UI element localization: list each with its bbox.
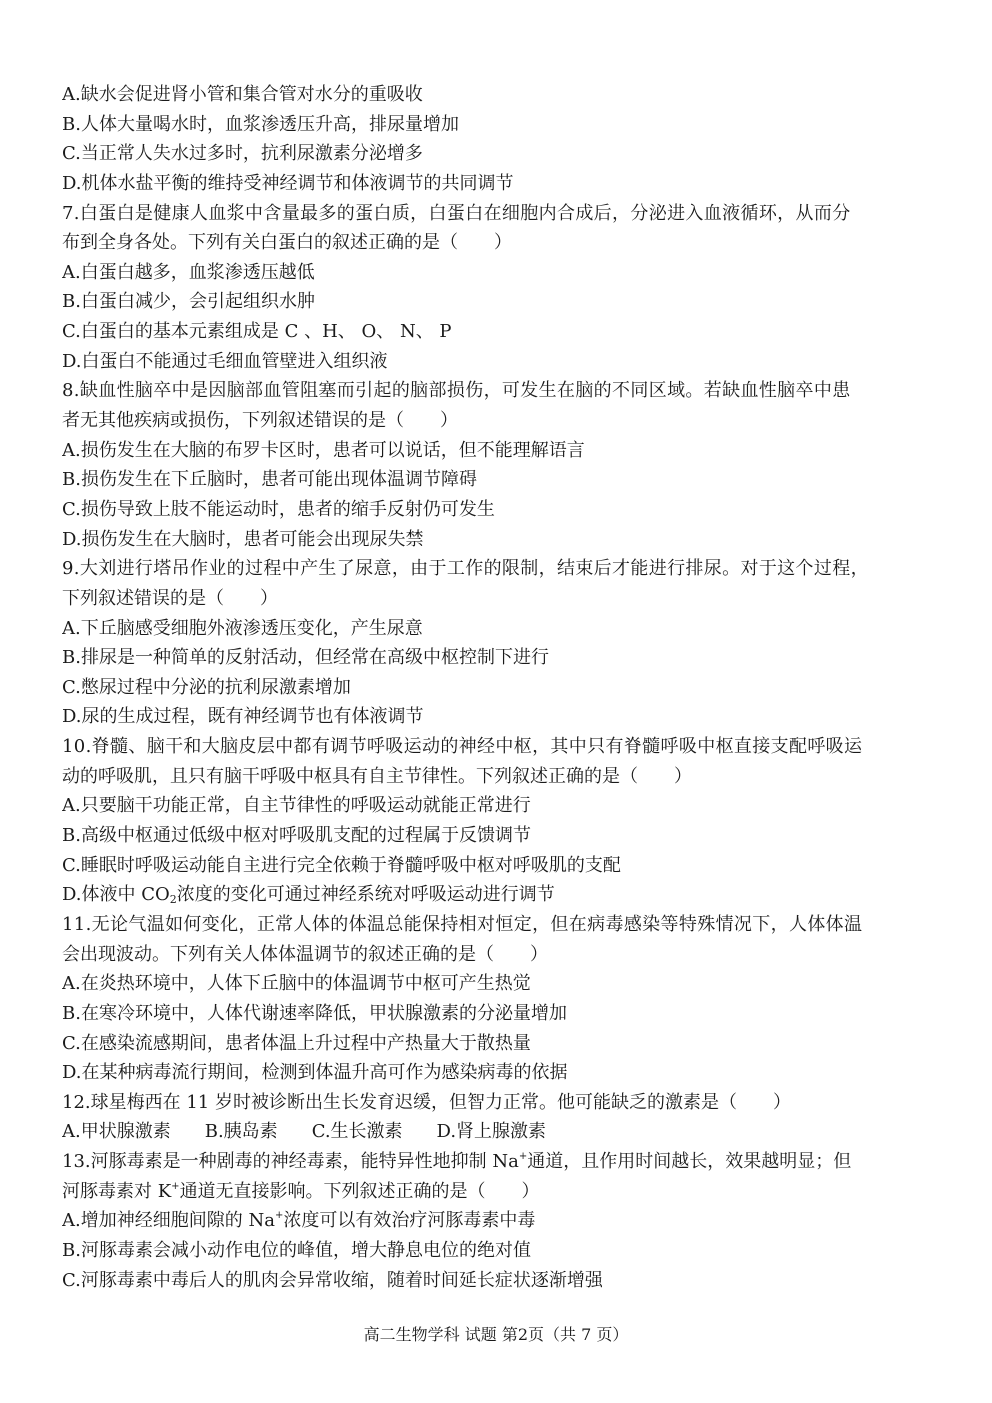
option-d: D.尿的生成过程，既有神经调节也有体液调节 — [62, 706, 424, 728]
option-a — [62, 1206, 932, 1236]
question-13-stem — [62, 1177, 932, 1207]
text-segment: A.增加神经细胞间隙的 Na — [62, 1210, 275, 1232]
superscript: + — [274, 1210, 284, 1222]
option-d-suffix: 浓度的变化可通过神经系统对呼吸运动进行调节 — [176, 884, 555, 906]
text-line: D.机体水盐平衡的维持受神经调节和体液调节的共同调节 — [62, 172, 514, 194]
question-10-stem: 动的呼吸肌，且只有脑干呼吸中枢具有自主节律性。下列叙述正确的是（ ） — [62, 765, 692, 787]
text-line: A.缺水会促进肾小管和集合管对水分的重吸收 — [62, 84, 423, 105]
subscript: 2 — [169, 893, 177, 907]
option-c: C.白蛋白的基本元素组成是 C 、H、 O、 N、 P — [62, 321, 452, 343]
question-13-stem — [62, 1147, 932, 1177]
question-7-stem: 7.白蛋白是健康人血浆中含量最多的蛋白质，白蛋白在细胞内合成后，分泌进入血液循环，从而分 — [62, 202, 851, 224]
superscript: + — [518, 1151, 528, 1163]
question-10-stem: 10.脊髓、脑干和大脑皮层中都有调节呼吸运动的神经中枢，其中只有脊髓呼吸中枢直接支配呼吸运 — [62, 736, 863, 758]
page-footer: 高二生物学科 试题 第2页（共 7 页） — [363, 1325, 629, 1344]
text-line: B.人体大量喝水时，血浆渗透压升高，排尿量增加 — [62, 113, 459, 135]
option-a: A.损伤发生在大脑的布罗卡区时，患者可以说话，但不能理解语言 — [62, 439, 585, 461]
option-d — [62, 880, 932, 910]
question-9-stem: 9.大刘进行塔吊作业的过程中产生了尿意，由于工作的限制，结束后才能进行排尿。对于这个过程， — [62, 558, 869, 580]
page-content — [62, 80, 932, 1295]
text-line: C.当正常人失水过多时，抗利尿激素分泌增多 — [62, 143, 423, 165]
text-segment: 通道无直接影响。下列叙述正确的是（ ） — [179, 1180, 540, 1202]
option-a: A.在炎热环境中，人体下丘脑中的体温调节中枢可产生热觉 — [62, 973, 531, 995]
question-8-stem: 者无其他疾病或损伤，下列叙述错误的是（ ） — [62, 410, 458, 432]
option-b: B.白蛋白减少，会引起组织水肿 — [62, 291, 315, 313]
option-d-prefix: D.体液中 CO — [62, 884, 170, 906]
question-8-stem: 8.缺血性脑卒中是因脑部血管阻塞而引起的脑部损伤，可发生在脑的不同区域。若缺血性脑卒中患 — [62, 380, 851, 402]
option-d: D.肾上腺激素 — [436, 1121, 547, 1143]
option-d: D.损伤发生在大脑时，患者可能会出现尿失禁 — [62, 528, 424, 550]
question-12-options — [62, 1117, 932, 1147]
option-d: D.白蛋白不能通过毛细血管壁进入组织液 — [62, 350, 388, 372]
text-segment: 浓度可以有效治疗河豚毒素中毒 — [283, 1210, 536, 1232]
question-9-stem: 下列叙述错误的是（ ） — [62, 587, 278, 609]
option-b: B.损伤发生在下丘脑时，患者可能出现体温调节障碍 — [62, 469, 477, 491]
option-c: C.生长激素 — [311, 1121, 403, 1143]
option-b: B.排尿是一种简单的反射活动，但经常在高级中枢控制下进行 — [62, 647, 549, 669]
text-segment: 河豚毒素对 K — [62, 1180, 172, 1202]
superscript: + — [171, 1180, 180, 1192]
option-b: B.胰岛素 — [204, 1121, 278, 1143]
option-c: C.憋尿过程中分泌的抗利尿激素增加 — [62, 676, 351, 698]
question-7-stem: 布到全身各处。下列有关白蛋白的叙述正确的是（ ） — [62, 232, 512, 254]
option-a: A.白蛋白越多，血浆渗透压越低 — [62, 261, 315, 283]
option-b: B.在寒冷环境中，人体代谢速率降低，甲状腺激素的分泌量增加 — [62, 1002, 567, 1024]
option-b: B.河豚毒素会减小动作电位的峰值，增大静息电位的绝对值 — [62, 1239, 531, 1261]
option-b: B.高级中枢通过低级中枢对呼吸肌支配的过程属于反馈调节 — [62, 825, 531, 847]
text-segment: 通道，且作用时间越长，效果越明显；但 — [527, 1151, 852, 1173]
option-c: C.在感染流感期间，患者体温上升过程中产热量大于散热量 — [62, 1032, 531, 1054]
option-a: A.甲状腺激素 — [62, 1121, 171, 1143]
question-11-stem: 会出现波动。下列有关人体体温调节的叙述正确的是（ ） — [62, 943, 548, 965]
option-c: C.河豚毒素中毒后人的肌肉会异常收缩，随着时间延长症状逐渐增强 — [62, 1269, 603, 1291]
text-segment: 13.河豚毒素是一种剧毒的神经毒素，能特异性地抑制 Na — [62, 1151, 519, 1173]
option-d: D.在某种病毒流行期间，检测到体温升高可作为感染病毒的依据 — [62, 1062, 568, 1084]
option-c: C.损伤导致上肢不能运动时，患者的缩手反射仍可发生 — [62, 498, 495, 520]
question-12-stem: 12.球星梅西在 11 岁时被诊断出生长发育迟缓，但智力正常。他可能缺乏的激素是（ ） — [62, 1091, 791, 1113]
option-c: C.睡眠时呼吸运动能自主进行完全依赖于脊髓呼吸中枢对呼吸肌的支配 — [62, 854, 621, 876]
question-11-stem: 11.无论气温如何变化，正常人体的体温总能保持相对恒定，但在病毒感染等特殊情况下，人体体温 — [62, 913, 863, 935]
option-a: A.只要脑干功能正常，自主节律性的呼吸运动就能正常进行 — [62, 795, 531, 817]
option-a: A.下丘脑感受细胞外液渗透压变化，产生尿意 — [62, 617, 423, 639]
